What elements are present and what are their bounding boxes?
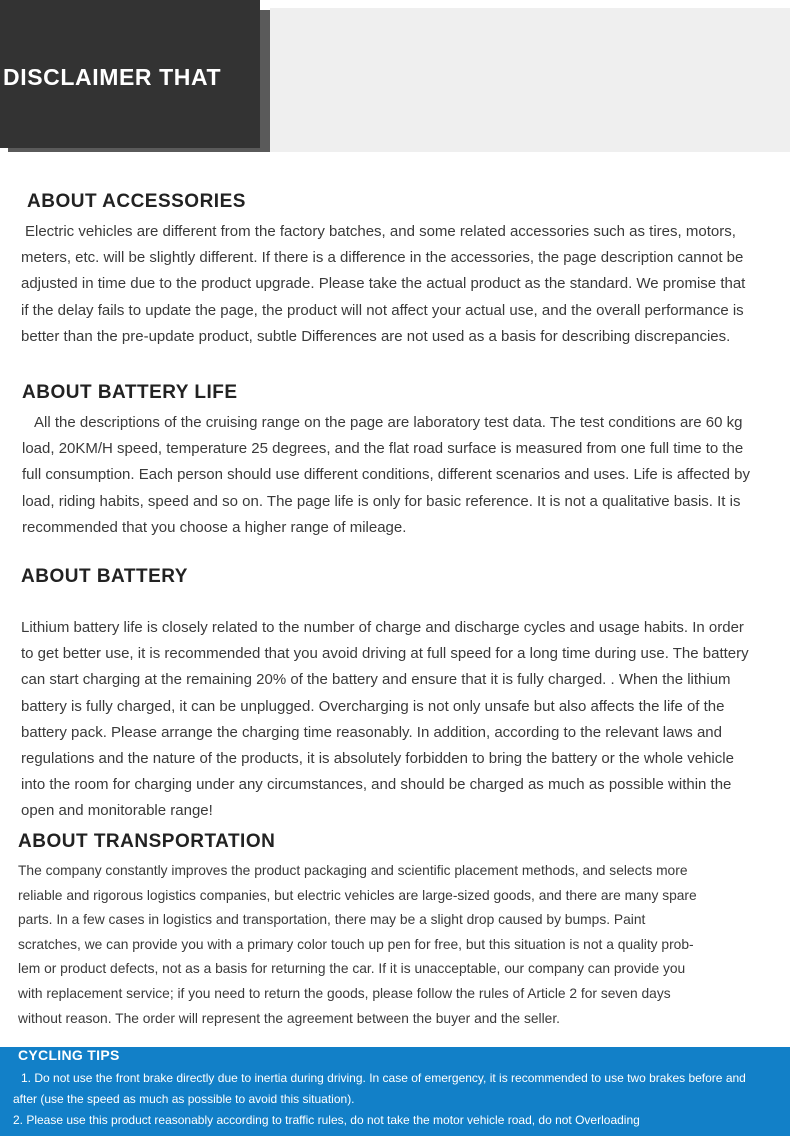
header-gray-panel: [270, 8, 790, 152]
section-body-battery: Lithium battery life is closely related to the number of charge and discharge cycles and usage habits. In order to get better use, it is recommended that you avoid driving at full speed for a long time during use. The battery can start charging at the remaining 20% of the battery and ensure that it is fully charged. . When the lithium battery is fully charged, it can be unplugged. Overcharging is not only unsafe but also affects the life of the battery pack. Please arrange the charging time reasonably. In addition, according to the relevant laws and regulations and the nature of the products, it is absolutely forbidden to bring the battery or the whole vehicle into the room for charging under any circumstances, and should be charged as much as possible within the open and monitorable range!: [21, 619, 749, 820]
section-title-transportation: ABOUT TRANSPORTATION: [18, 831, 276, 852]
cycling-tip-2: 2. Please use this product reasonably according to traffic rules, do not take the motor vehicle road, do not Overloading: [13, 1113, 640, 1127]
section-title-accessories: ABOUT ACCESSORIES: [27, 191, 246, 212]
section-body-battery-life: All the descriptions of the cruising range on the page are laboratory test data. The test conditions are 60 kg load, 20KM/H speed, temperature 25 degrees, and the flat road surface is measured from one full time to the full consumption. Each person should use different conditions, different scenarios and uses. Life is affected by load, riding habits, speed and so on. The page life is only for basic reference. It is not a qualitative basis. It is recommended that you choose a higher range of mileage.: [22, 414, 750, 536]
cycling-tip-1: 1. Do not use the front brake directly due to inertia during driving. In case of emergency, it is recommended to use two brakes before and after (use the speed as much as possible to avoid this situation).: [13, 1071, 746, 1106]
page-title: DISCLAIMER THAT: [3, 64, 222, 90]
header-title-box: [0, 0, 260, 148]
section-body-accessories: Electric vehicles are different from the factory batches, and some related accessories such as tires, motors, meters, etc. will be slightly different. If there is a difference in the accessories, the page description cannot be adjusted in time due to the product upgrade. Please take the actual product as the standard. We promise that if the delay fails to update the page, the product will not affect your actual use, and the overall performance is better than the pre-update product, subtle Differences are not used as a basis for describing discrepancies.: [21, 223, 746, 345]
section-title-battery: ABOUT BATTERY: [21, 566, 188, 587]
cycling-tips-title: CYCLING TIPS: [18, 1047, 120, 1063]
section-body-transportation: The company constantly improves the product packaging and scientific placement methods, and selects more reliable and rigorous logistics companies, but electric vehicles are large-sized goods, and there are many spare parts. In a few cases in logistics and transportation, there may be a slight drop caused by bumps. Paint scratches, we can provide you with a primary color touch up pen for free, but this situation is not a quality prob-lem or product defects, not as a basis for returning the car. If it is unacceptable, our company can provide you with replacement service; if you need to return the goods, please follow the rules of Article 2 for seven days without reason. The order will represent the agreement between the buyer and the seller.: [18, 863, 697, 1026]
section-title-battery-life: ABOUT BATTERY LIFE: [22, 382, 238, 403]
